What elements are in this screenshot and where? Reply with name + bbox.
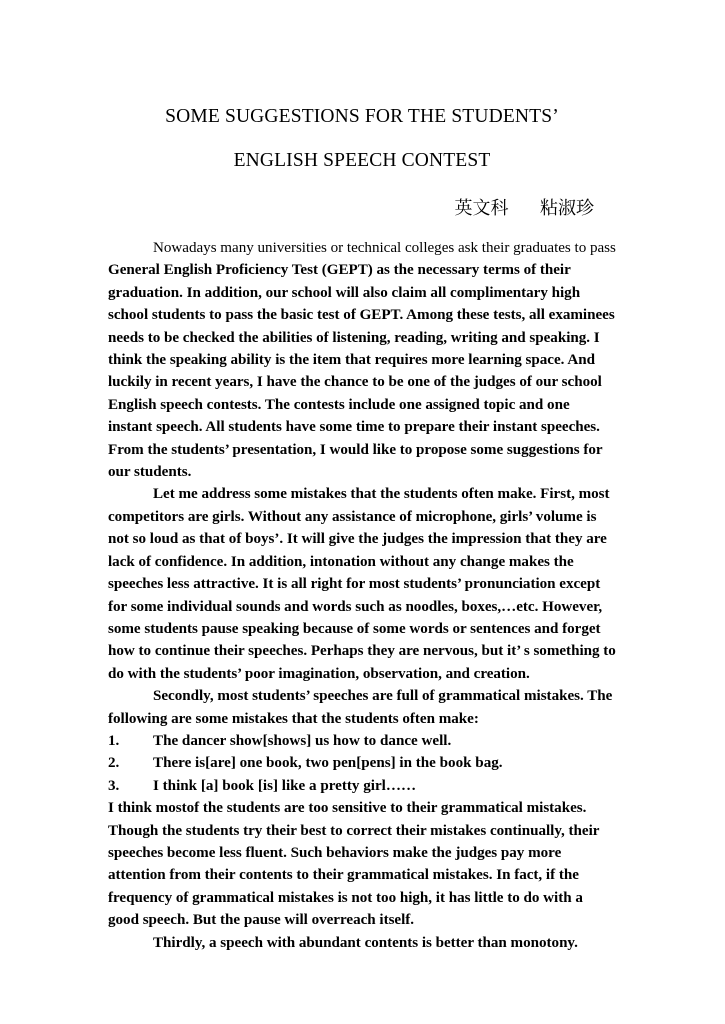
list-item-text: The dancer show[shows] us how to dance well. xyxy=(153,732,452,749)
list-item xyxy=(108,775,616,797)
paragraph-4-body: I think mostof the students are too sensitive to their grammatical mistakes. Though the students try their best to correct their mistakes continually, their speeches become less fluent. Such behaviors make the judges pay more attention from their contents to their grammatical mistakes. In fact, if the frequency of grammatical mistakes is not too high, it has little to do with a good speech. But the pause will overreach itself. xyxy=(108,800,600,929)
list-item-text: I think [a] book [is] like a pretty girl…… xyxy=(153,777,417,794)
list-item-text: There is[are] one book, two pen[pens] in the book bag. xyxy=(153,755,503,772)
paragraph-3-body: Secondly, most students’ speeches are full of grammatical mistakes. The following are some mistakes that the students often make: xyxy=(108,688,613,727)
paragraph-5 xyxy=(108,932,616,954)
byline-author: 粘淑珍 xyxy=(540,198,594,219)
byline xyxy=(108,183,616,227)
list-item xyxy=(108,752,616,774)
list-item-number: 1. xyxy=(108,732,120,749)
paragraph-4 xyxy=(108,797,616,931)
document-title xyxy=(108,0,616,183)
paragraph-3 xyxy=(108,685,616,730)
paragraph-1-body: General English Proficiency Test (GEPT) as the necessary terms of their graduation. In addition, our school will also claim all complimentary high school students to pass the basic test of GEPT. Among these tests, all examinees needs to be checked the abilities of listening, reading, writing and speaking. I think the speaking ability is the item that requires more learning space. And luckily in recent years, I have the chance to be one of the judges of our school English speech contests. The contests include one assigned topic and one instant speech. All students have some time to prepare their instant speeches. From the students’ presentation, I would like to propose some suggestions for our students. xyxy=(108,262,615,481)
paragraph-2 xyxy=(108,483,616,685)
list-item xyxy=(108,730,616,752)
paragraph-5-body: Thirdly, a speech with abundant contents is better than monotony. xyxy=(153,934,578,951)
grammatical-mistakes-list xyxy=(108,730,616,797)
title-line-2: ENGLISH SPEECH CONTEST xyxy=(233,150,491,171)
title-line-1: SOME SUGGESTIONS FOR THE STUDENTS’ xyxy=(165,106,559,127)
paragraph-1-lead: Nowadays many universities or technical colleges ask their graduates to pass xyxy=(153,240,616,256)
list-item-number: 2. xyxy=(108,755,120,772)
byline-department: 英文科 xyxy=(454,198,509,219)
document-body xyxy=(108,227,616,954)
paragraph-2-body: Let me address some mistakes that the students often make. First, most competitors are girls. Without any assistance of microphone, girls’ volume is not so loud as that of boys’. It will give the judges the impression that they are lack of confidence. In addition, intonation without any change makes the speeches less attractive. It is all right for most students’ pronunciation except for some individual sounds and words such as noodles, boxes,…etc. However, some students pause speaking because of some words or sentences and forget how to continue their speeches. Perhaps they are nervous, but it’ s something to do with the students’ poor imagination, observation, and creation. xyxy=(108,486,616,682)
list-item-number: 3. xyxy=(108,777,120,794)
document-content xyxy=(108,0,616,954)
paragraph-1 xyxy=(108,237,616,483)
